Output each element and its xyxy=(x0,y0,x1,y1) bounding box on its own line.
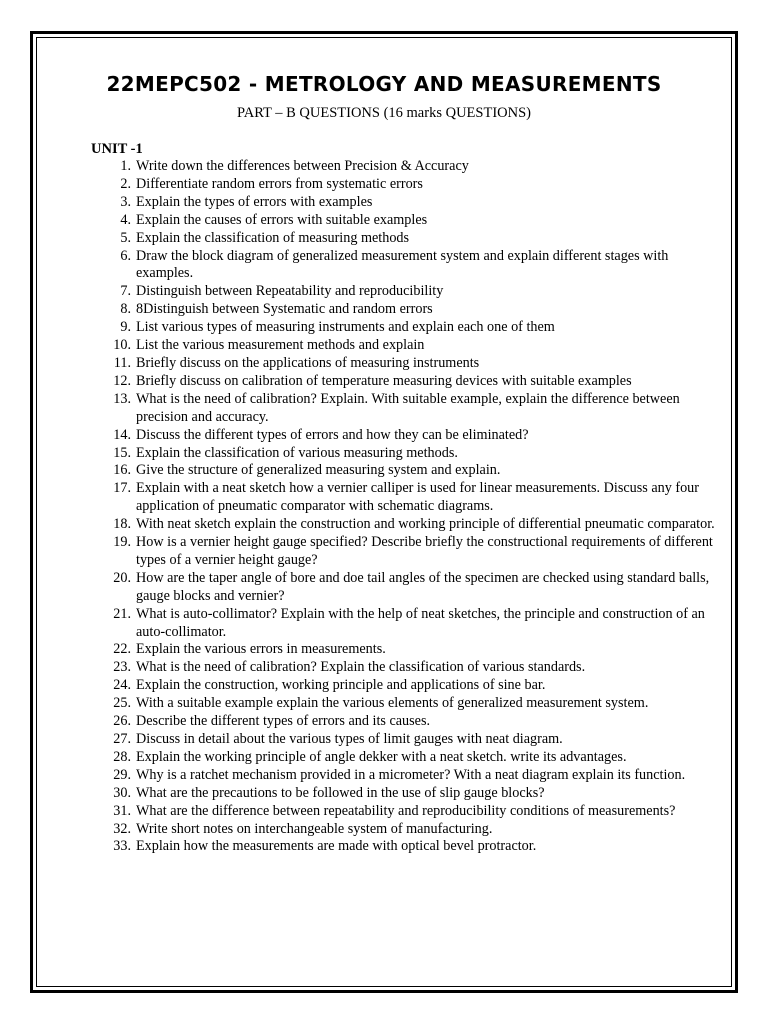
question-text: Write down the differences between Precision & Accuracy xyxy=(136,158,469,174)
question-number: 9. xyxy=(120,319,131,336)
question-item xyxy=(91,283,716,301)
question-text: Explain the classification of measuring methods xyxy=(136,229,410,246)
question-text: List the various measurement methods and explain xyxy=(136,337,425,354)
question-number: 2. xyxy=(120,175,131,192)
question-number: 4. xyxy=(120,211,131,228)
question-number: 31. xyxy=(113,802,131,819)
question-text: Write short notes on interchangeable system of manufacturing. xyxy=(136,820,493,837)
question-number: 32. xyxy=(113,820,131,837)
question-number: 22. xyxy=(113,641,131,658)
question-number: 23. xyxy=(113,659,131,676)
question-number: 28. xyxy=(113,748,131,765)
question-number: 18. xyxy=(113,516,131,533)
question-item xyxy=(91,749,716,767)
question-text: Distinguish between Repeatability and reproducibility xyxy=(136,283,444,300)
question-text: What is the need of calibration? Explain the classification of various standards. xyxy=(136,659,586,676)
question-item xyxy=(91,731,716,749)
question-number: 15. xyxy=(113,444,131,461)
question-number: 30. xyxy=(113,784,131,801)
question-text: Explain the classification of various measuring methods. xyxy=(136,444,458,461)
question-number: 27. xyxy=(113,731,131,747)
question-text: With a suitable example explain the various elements of generalized measurement system. xyxy=(136,695,649,712)
question-text: What are the precautions to be followed in the use of slip gauge blocks? xyxy=(136,784,545,801)
question-text: Briefly discuss on the applications of measuring instruments xyxy=(136,354,480,371)
question-item xyxy=(91,641,716,659)
question-number: 10. xyxy=(113,337,131,354)
question-number: 8. xyxy=(120,301,131,318)
question-number: 14. xyxy=(113,426,131,443)
question-item xyxy=(91,713,716,731)
question-item xyxy=(91,337,716,355)
question-text: What is auto-collimator? Explain with the help of neat sketches, the principle and construction of an auto-collimator. xyxy=(136,605,705,640)
question-text: Describe the different types of errors and its causes. xyxy=(136,713,431,730)
question-number: 29. xyxy=(113,766,131,783)
question-number: 17. xyxy=(113,480,131,497)
question-item xyxy=(91,534,716,570)
question-item xyxy=(91,445,716,463)
question-item xyxy=(91,677,716,695)
question-text: Discuss the different types of errors and how they can be eliminated? xyxy=(136,426,529,443)
question-item xyxy=(91,158,716,176)
question-text: Explain the causes of errors with suitable examples xyxy=(136,211,428,228)
question-text: How is a vernier height gauge specified? Describe briefly the constructional requirements of different types of a vernier height gauge? xyxy=(136,534,713,568)
question-item xyxy=(91,803,716,821)
question-text: Explain the construction, working principle and applications of sine bar. xyxy=(136,677,546,694)
question-number: 24. xyxy=(113,677,131,694)
question-number: 33. xyxy=(113,838,131,855)
question-text: With neat sketch explain the construction and working principle of differential pneumatic comparator. xyxy=(136,516,715,533)
question-number: 25. xyxy=(113,695,131,712)
document-subtitle: PART – B QUESTIONS (16 marks QUESTIONS) xyxy=(237,105,531,121)
question-text: What is the need of calibration? Explain. With suitable example, explain the difference between precision and accuracy. xyxy=(136,390,680,425)
question-item xyxy=(91,212,716,230)
question-text: Briefly discuss on calibration of temperature measuring devices with suitable examples xyxy=(136,372,632,389)
question-list xyxy=(91,158,716,856)
question-item xyxy=(91,462,716,480)
question-item xyxy=(91,480,716,516)
question-text: Explain how the measurements are made with optical bevel protractor. xyxy=(136,838,537,855)
question-number: 5. xyxy=(120,229,131,246)
question-number: 26. xyxy=(113,713,131,730)
question-item xyxy=(91,427,716,445)
question-item xyxy=(91,838,716,856)
question-number: 13. xyxy=(113,390,131,407)
question-item xyxy=(91,373,716,391)
question-number: 11. xyxy=(113,354,131,371)
question-text: What are the difference between repeatability and reproducibility conditions of measurements? xyxy=(136,802,676,819)
question-item xyxy=(91,767,716,785)
question-item xyxy=(91,248,716,284)
question-item xyxy=(91,391,716,427)
question-text: Differentiate random errors from systematic errors xyxy=(136,175,423,192)
question-item xyxy=(91,319,716,337)
question-item xyxy=(91,785,716,803)
question-item xyxy=(91,516,716,534)
question-item xyxy=(91,659,716,677)
question-text: Why is a ratchet mechanism provided in a micrometer? With a neat diagram explain its function. xyxy=(136,766,686,783)
question-text: How are the taper angle of bore and doe tail angles of the specimen are checked using standard balls, gauge blocks and vernier? xyxy=(136,569,710,604)
question-text: Explain the various errors in measurements. xyxy=(136,641,386,658)
question-text: Explain the working principle of angle dekker with a neat sketch. write its advantages. xyxy=(136,748,627,765)
question-item xyxy=(91,194,716,212)
question-text: Discuss in detail about the various types of limit gauges with neat diagram. xyxy=(136,731,563,747)
question-number: 7. xyxy=(120,283,131,300)
question-number: 16. xyxy=(113,462,131,479)
question-number: 19. xyxy=(113,534,131,551)
question-text: Give the structure of generalized measuring system and explain. xyxy=(136,462,501,479)
question-number: 20. xyxy=(113,569,131,586)
question-item xyxy=(91,176,716,194)
question-number: 21. xyxy=(113,605,131,622)
question-text: List various types of measuring instruments and explain each one of them xyxy=(136,319,555,336)
document-title: 22MEPC502 - METROLOGY AND MEASUREMENTS xyxy=(106,72,662,96)
question-text: Draw the block diagram of generalized measurement system and explain different stages with examples. xyxy=(136,247,669,282)
question-number: 1. xyxy=(120,158,131,174)
question-item xyxy=(91,355,716,373)
question-text: Explain with a neat sketch how a vernier calliper is used for linear measurements. Discuss any four application of pneumatic comparator with schematic diagrams. xyxy=(136,480,699,515)
unit-heading: UNIT -1 xyxy=(91,141,143,157)
question-item xyxy=(91,301,716,319)
question-number: 12. xyxy=(113,372,131,389)
question-text: Explain the types of errors with examples xyxy=(136,193,373,210)
question-item xyxy=(91,606,716,642)
question-item xyxy=(91,821,716,839)
question-text: 8Distinguish between Systematic and random errors xyxy=(136,301,433,318)
question-item xyxy=(91,570,716,606)
question-number: 3. xyxy=(120,193,131,210)
question-item xyxy=(91,230,716,248)
question-item xyxy=(91,695,716,713)
question-number: 6. xyxy=(120,247,131,264)
